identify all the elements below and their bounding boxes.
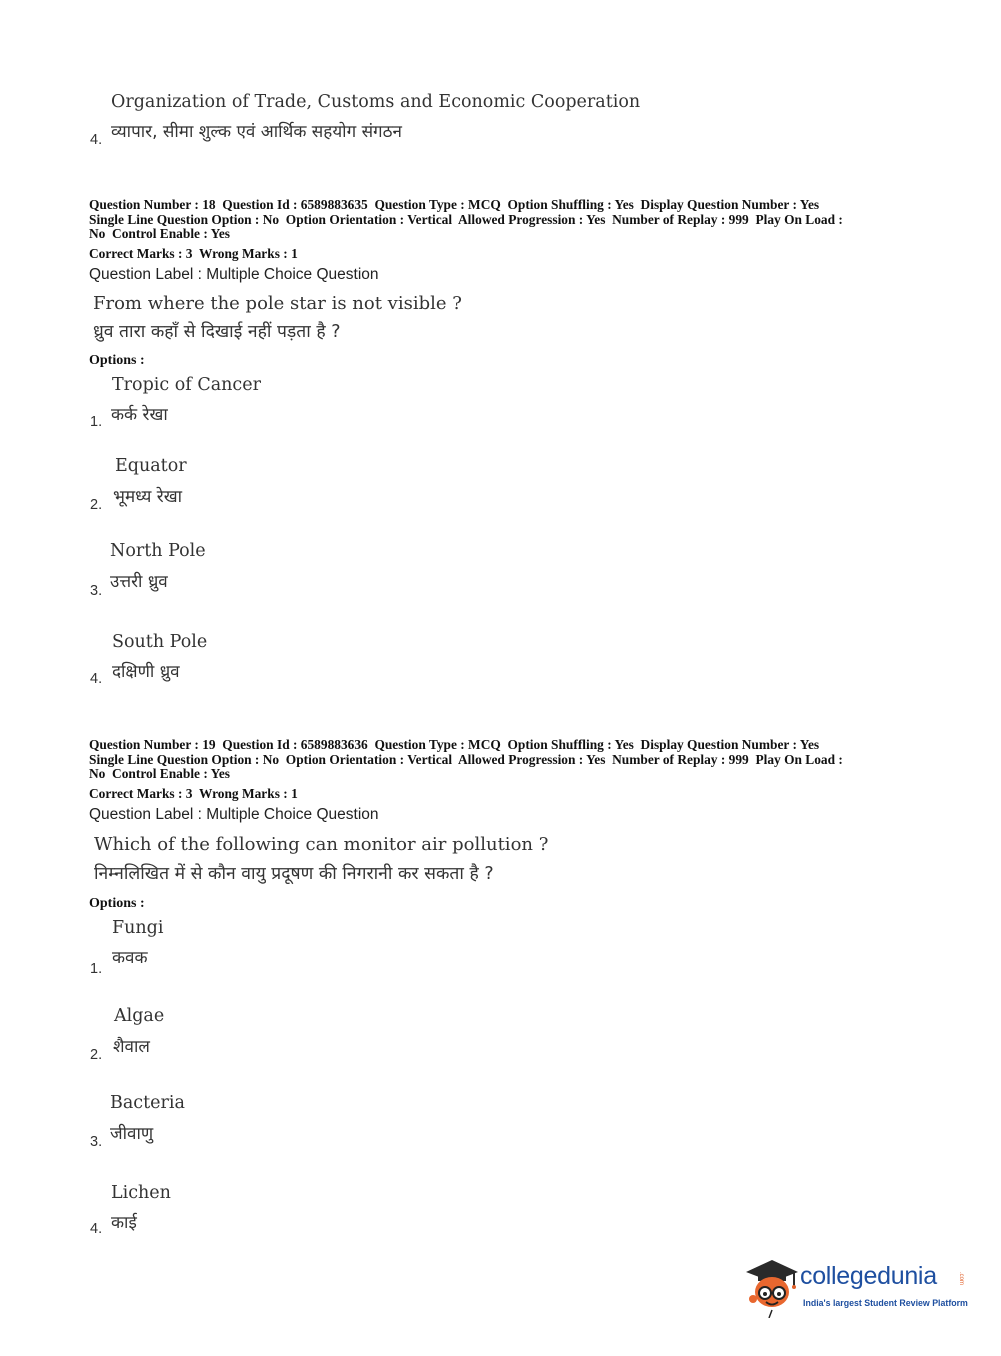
question-19-text-english: Which of the following can monitor air pollution ?	[94, 834, 549, 855]
question-19-option-4-hindi: काई	[111, 1213, 137, 1233]
question-18-option-3-number: 3.	[90, 583, 103, 599]
question-19-option-4-english: Lichen	[111, 1183, 171, 1203]
question-18-text-english: From where the pole star is not visible ?	[93, 293, 462, 314]
option-4-number: 4.	[90, 132, 103, 148]
question-18-marks: Correct Marks : 3 Wrong Marks : 1	[89, 246, 298, 261]
logo-tagline: India's largest Student Review Platform	[803, 1298, 968, 1308]
question-19-option-1-english: Fungi	[112, 918, 164, 938]
question-19-meta-line-2: Single Line Question Option : No Option Orientation : Vertical Allowed Progression : Yes Number of Replay : 999 Play On Load :	[89, 751, 843, 767]
question-18-option-4-english: South Pole	[112, 632, 208, 652]
option-4-hindi: व्यापार, सीमा शुल्क एवं आर्थिक सहयोग संगठन	[111, 122, 402, 142]
question-19-option-1-number: 1.	[90, 961, 103, 977]
question-19-option-2-english: Algae	[114, 1006, 165, 1026]
question-18-option-3-english: North Pole	[110, 541, 206, 561]
question-19-options-label: Options :	[89, 896, 145, 911]
question-19-option-3-hindi: जीवाणु	[110, 1124, 154, 1144]
question-18-option-3-hindi: उत्तरी ध्रुव	[110, 572, 168, 592]
mascot-icon	[742, 1252, 802, 1318]
question-19-option-4-number: 4.	[90, 1221, 103, 1237]
logo-suffix: .com	[958, 1272, 964, 1286]
question-18-option-4-hindi: दक्षिणी ध्रुव	[112, 662, 180, 682]
question-19-text-hindi: निम्नलिखित में से कौन वायु प्रदूषण की निगरानी कर सकता है ?	[94, 864, 494, 884]
question-19-marks: Correct Marks : 3 Wrong Marks : 1	[89, 786, 298, 801]
question-18-option-1-hindi: कर्क रेखा	[111, 405, 168, 425]
question-18-text-hindi: ध्रुव तारा कहाँ से दिखाई नहीं पड़ता है ?	[93, 322, 341, 342]
question-18-meta-line-2: Single Line Question Option : No Option Orientation : Vertical Allowed Progression : Yes Number of Replay : 999 Play On Load :	[89, 211, 843, 227]
question-18-option-2-number: 2.	[90, 497, 103, 513]
question-19-option-2-hindi: शैवाल	[113, 1037, 150, 1057]
question-18-option-1-english: Tropic of Cancer	[112, 375, 261, 395]
question-19-meta-line-1: Question Number : 19 Question Id : 6589883636 Question Type : MCQ Option Shuffling : Yes Display Question Number : Yes	[89, 737, 820, 752]
question-18-option-2-english: Equator	[115, 456, 187, 476]
question-18-option-1-number: 1.	[90, 414, 103, 430]
question-19-label: Question Label : Multiple Choice Question	[89, 806, 379, 823]
question-18-options-label: Options :	[89, 353, 145, 368]
question-19-option-2-number: 2.	[90, 1047, 103, 1063]
question-18-label: Question Label : Multiple Choice Question	[89, 266, 379, 283]
collegedunia-logo	[742, 1252, 972, 1322]
question-18-option-4-number: 4.	[90, 671, 103, 687]
option-4-english: Organization of Trade, Customs and Economic Cooperation	[111, 92, 641, 112]
question-19-option-1-hindi: कवक	[112, 948, 148, 968]
question-19-meta-line-3: No Control Enable : Yes	[89, 766, 230, 781]
question-18-meta-line-1: Question Number : 18 Question Id : 6589883635 Question Type : MCQ Option Shuffling : Yes Display Question Number : Yes	[89, 197, 820, 212]
question-19-option-3-number: 3.	[90, 1134, 103, 1150]
logo-wordmark: collegedunia	[800, 1262, 937, 1290]
question-18-option-2-hindi: भूमध्य रेखा	[113, 487, 183, 507]
question-18-meta-line-3: No Control Enable : Yes	[89, 226, 230, 241]
question-19-option-3-english: Bacteria	[110, 1093, 185, 1113]
